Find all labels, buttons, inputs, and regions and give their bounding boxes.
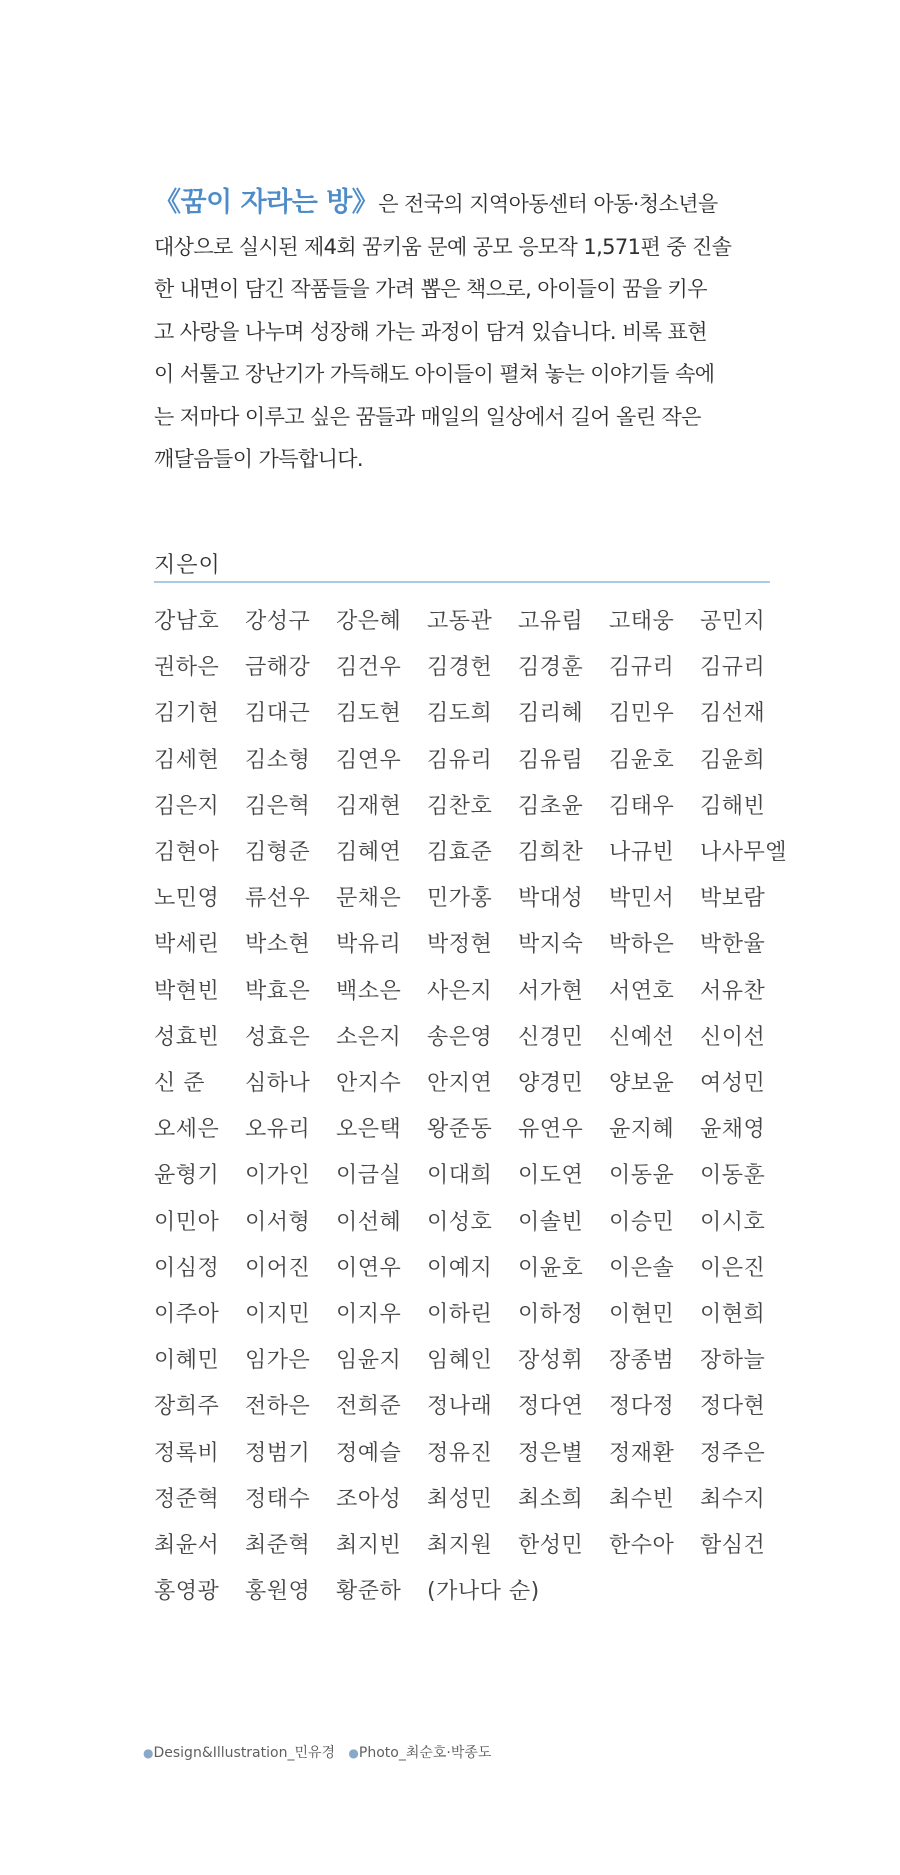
author-name: 이주아 [154,1302,220,1327]
author-name: 김경헌 [427,655,493,681]
author-name: 이동훈 [700,1163,766,1189]
author-name: 신 준 [154,1071,205,1096]
author-name: 이하정 [518,1302,584,1327]
author-name: 송은영 [427,1024,493,1050]
author-name: 김혜연 [336,840,402,865]
author-name: 이혜민 [154,1348,220,1374]
author-name: 김형준 [245,840,311,865]
author-name: 이윤호 [518,1255,584,1281]
author-name: 김해빈 [700,793,766,819]
author-name: 정준혁 [154,1486,220,1512]
author-name: 이승민 [609,1209,675,1235]
author-name: 민가홍 [427,886,493,912]
author-name: 나사무엘 [700,840,788,865]
author-name: 장종범 [609,1348,675,1374]
author-name: 김도현 [336,701,402,727]
author-name: 김경훈 [518,655,584,681]
author-name: 김연우 [336,747,402,773]
author-name: 성효은 [245,1024,311,1050]
author-name: 안지수 [336,1071,402,1096]
author-name: 윤채영 [700,1117,766,1143]
author-name: 노민영 [154,886,220,912]
author-name: 최소희 [518,1486,584,1512]
order-note: (가나다 순) [427,1579,540,1605]
author-name: 함심건 [700,1533,766,1558]
author-name: 신예선 [609,1024,675,1050]
author-name: 김재현 [336,793,402,819]
author-name: 이현민 [609,1302,675,1327]
author-name: 윤지혜 [609,1117,675,1143]
author-name: 김은혁 [245,793,311,819]
author-name: 박효은 [245,978,311,1004]
author-name: 강은혜 [336,609,402,634]
author-name: 임혜인 [427,1348,493,1374]
author-name: 조아성 [336,1486,402,1512]
author-name: 사은지 [427,978,493,1004]
author-name: 장성휘 [518,1348,584,1374]
author-name: 김선재 [700,701,766,727]
author-name: 나규빈 [609,840,675,865]
bullet-icon: ● [348,1746,359,1760]
author-name: 안지연 [427,1071,493,1096]
author-name: 임윤지 [336,1348,402,1374]
design-credit-label: Design&Illustration_ [153,1745,295,1761]
author-name: 고태웅 [609,609,675,634]
author-name: 박대성 [518,886,584,912]
author-name: 백소은 [336,978,402,1004]
heading-divider [154,581,770,583]
author-name: 이솔빈 [518,1209,584,1235]
author-name: 고유림 [518,609,584,634]
book-description [154,182,766,481]
author-name: 최성민 [427,1486,493,1512]
author-name: 이은진 [700,1255,766,1281]
author-name: 김소형 [245,747,311,773]
author-name: 왕준동 [427,1117,493,1143]
author-name: 권하은 [154,655,220,681]
author-name: 김윤호 [609,747,675,773]
author-name: 최수지 [700,1486,766,1512]
author-name: 홍영광 [154,1579,220,1605]
author-name: 윤형기 [154,1163,220,1189]
author-name: 김도희 [427,701,493,727]
author-name: 이대희 [427,1163,493,1189]
intro-line: 고 사랑을 나누며 성장해 가는 과정이 담겨 있습니다. 비록 표현 [154,319,707,344]
author-name: 김유리 [427,747,493,773]
author-name: 심하나 [245,1071,311,1096]
author-name: 김찬호 [427,793,493,819]
intro-line: 《꿈이 자라는 방》은 전국의 지역아동센터 아동·청소년을 [154,187,718,218]
author-name: 이지우 [336,1302,402,1327]
author-name: 신경민 [518,1024,584,1050]
author-name: 이어진 [245,1255,311,1281]
author-name: 박소현 [245,932,311,958]
author-name: 정다연 [518,1394,584,1420]
photo-credit-names: 최순호·박종도 [405,1745,492,1761]
author-name: 김대근 [245,701,311,727]
intro-line: 는 저마다 이루고 싶은 꿈들과 매일의 일상에서 길어 올린 작은 [154,404,701,429]
book-title: 《꿈이 자라는 방》 [154,187,379,218]
author-name: 이지민 [245,1302,311,1327]
author-name: 서가현 [518,978,584,1004]
author-name: 유연우 [518,1117,584,1143]
author-name: 이동윤 [609,1163,675,1189]
author-name: 정범기 [245,1440,311,1466]
photo-credit-label: Photo_ [358,1745,406,1761]
author-name: 김민우 [609,701,675,727]
author-name: 김규리 [609,655,675,681]
author-name: 이금실 [336,1163,402,1189]
author-name: 금해강 [245,655,311,681]
author-name: 양경민 [518,1071,584,1096]
author-name: 강성구 [245,609,311,634]
author-name: 최수빈 [609,1486,675,1512]
author-name: 이연우 [336,1255,402,1281]
intro-line: 한 내면이 담긴 작품들을 가려 뽑은 책으로, 아이들이 꿈을 키우 [154,277,707,301]
author-name: 오세은 [154,1117,220,1143]
author-name: 장하늘 [700,1348,766,1374]
author-name: 김건우 [336,655,402,681]
author-name: 서연호 [609,978,675,1004]
author-name: 김세현 [154,747,220,773]
intro-line: 이 서툴고 장난기가 가득해도 아이들이 펼쳐 놓는 이야기들 속에 [154,362,715,386]
author-name: 정나래 [427,1394,493,1420]
author-name: 한수아 [609,1533,675,1558]
author-name: 박보람 [700,886,766,912]
author-name: 김윤희 [700,747,766,773]
author-name: 김태우 [609,793,675,819]
author-name: 박한율 [700,932,766,958]
author-name: 정재환 [609,1440,675,1466]
author-name: 최준혁 [245,1533,311,1558]
author-name: 박세린 [154,932,220,958]
author-name: 이예지 [427,1255,493,1281]
author-name: 이은솔 [609,1255,675,1281]
author-name: 정록비 [154,1440,220,1466]
author-name: 최윤서 [154,1533,220,1558]
author-name: 박정현 [427,932,493,958]
author-name: 강남호 [154,609,220,634]
author-name: 홍원영 [245,1579,311,1605]
intro-line: 대상으로 실시된 제4회 꿈키움 문예 공모 응모작 1,571편 중 진솔 [154,234,732,259]
author-name: 류선우 [245,886,311,912]
author-name: 김초윤 [518,793,584,819]
author-name: 박민서 [609,886,675,912]
author-name: 정주은 [700,1440,766,1466]
author-name: 임가은 [245,1348,311,1374]
author-name: 소은지 [336,1024,402,1050]
author-name: 장희주 [154,1394,220,1420]
author-name: 김현아 [154,840,220,865]
author-name: 최지빈 [336,1533,402,1558]
author-name: 성효빈 [154,1024,220,1050]
author-name: 양보윤 [609,1071,675,1096]
author-name: 전희준 [336,1394,402,1420]
author-name: 오유리 [245,1117,311,1143]
author-name: 정유진 [427,1440,493,1466]
author-name: 이선혜 [336,1209,402,1235]
intro-line: 깨달음들이 가득합니다. [154,447,364,471]
design-credit-name: 민유경 [294,1745,336,1761]
author-name: 정다현 [700,1394,766,1420]
author-name: 김유림 [518,747,584,773]
author-name: 박지숙 [518,932,584,958]
author-name: 이서형 [245,1209,311,1235]
author-name: 황준하 [336,1579,402,1605]
author-name: 이도연 [518,1163,584,1189]
author-name: 신이선 [700,1024,766,1050]
author-name: 고동관 [427,609,493,634]
author-name: 이현희 [700,1302,766,1327]
author-name: 오은택 [336,1117,402,1143]
authors-heading: 지은이 [154,553,221,578]
author-name: 이가인 [245,1163,311,1189]
author-name: 이시호 [700,1209,766,1235]
author-name: 김규리 [700,655,766,681]
author-name: 이하린 [427,1302,493,1327]
author-name: 서유찬 [700,978,766,1004]
author-name: 공민지 [700,609,766,634]
author-name: 김은지 [154,793,220,819]
author-name: 박유리 [336,932,402,958]
author-name: 박현빈 [154,978,220,1004]
credits [143,1742,491,1762]
author-name: 전하은 [245,1394,311,1420]
author-name: 한성민 [518,1533,584,1558]
author-name: 문채은 [336,886,402,912]
author-name: 이민아 [154,1209,220,1235]
author-name: 정태수 [245,1486,311,1512]
author-name: 정은별 [518,1440,584,1466]
author-name: 김기현 [154,701,220,727]
bullet-icon: ● [143,1746,154,1760]
author-name: 김효준 [427,840,493,865]
author-name: 김리혜 [518,701,584,727]
author-name: 정예슬 [336,1440,402,1466]
author-name: 여성민 [700,1071,766,1096]
author-name: 박하은 [609,932,675,958]
author-name: 이심정 [154,1255,220,1281]
author-name: 정다정 [609,1394,675,1420]
author-name: 이성호 [427,1209,493,1235]
author-name: 김희찬 [518,840,584,865]
author-name: 최지원 [427,1533,493,1558]
